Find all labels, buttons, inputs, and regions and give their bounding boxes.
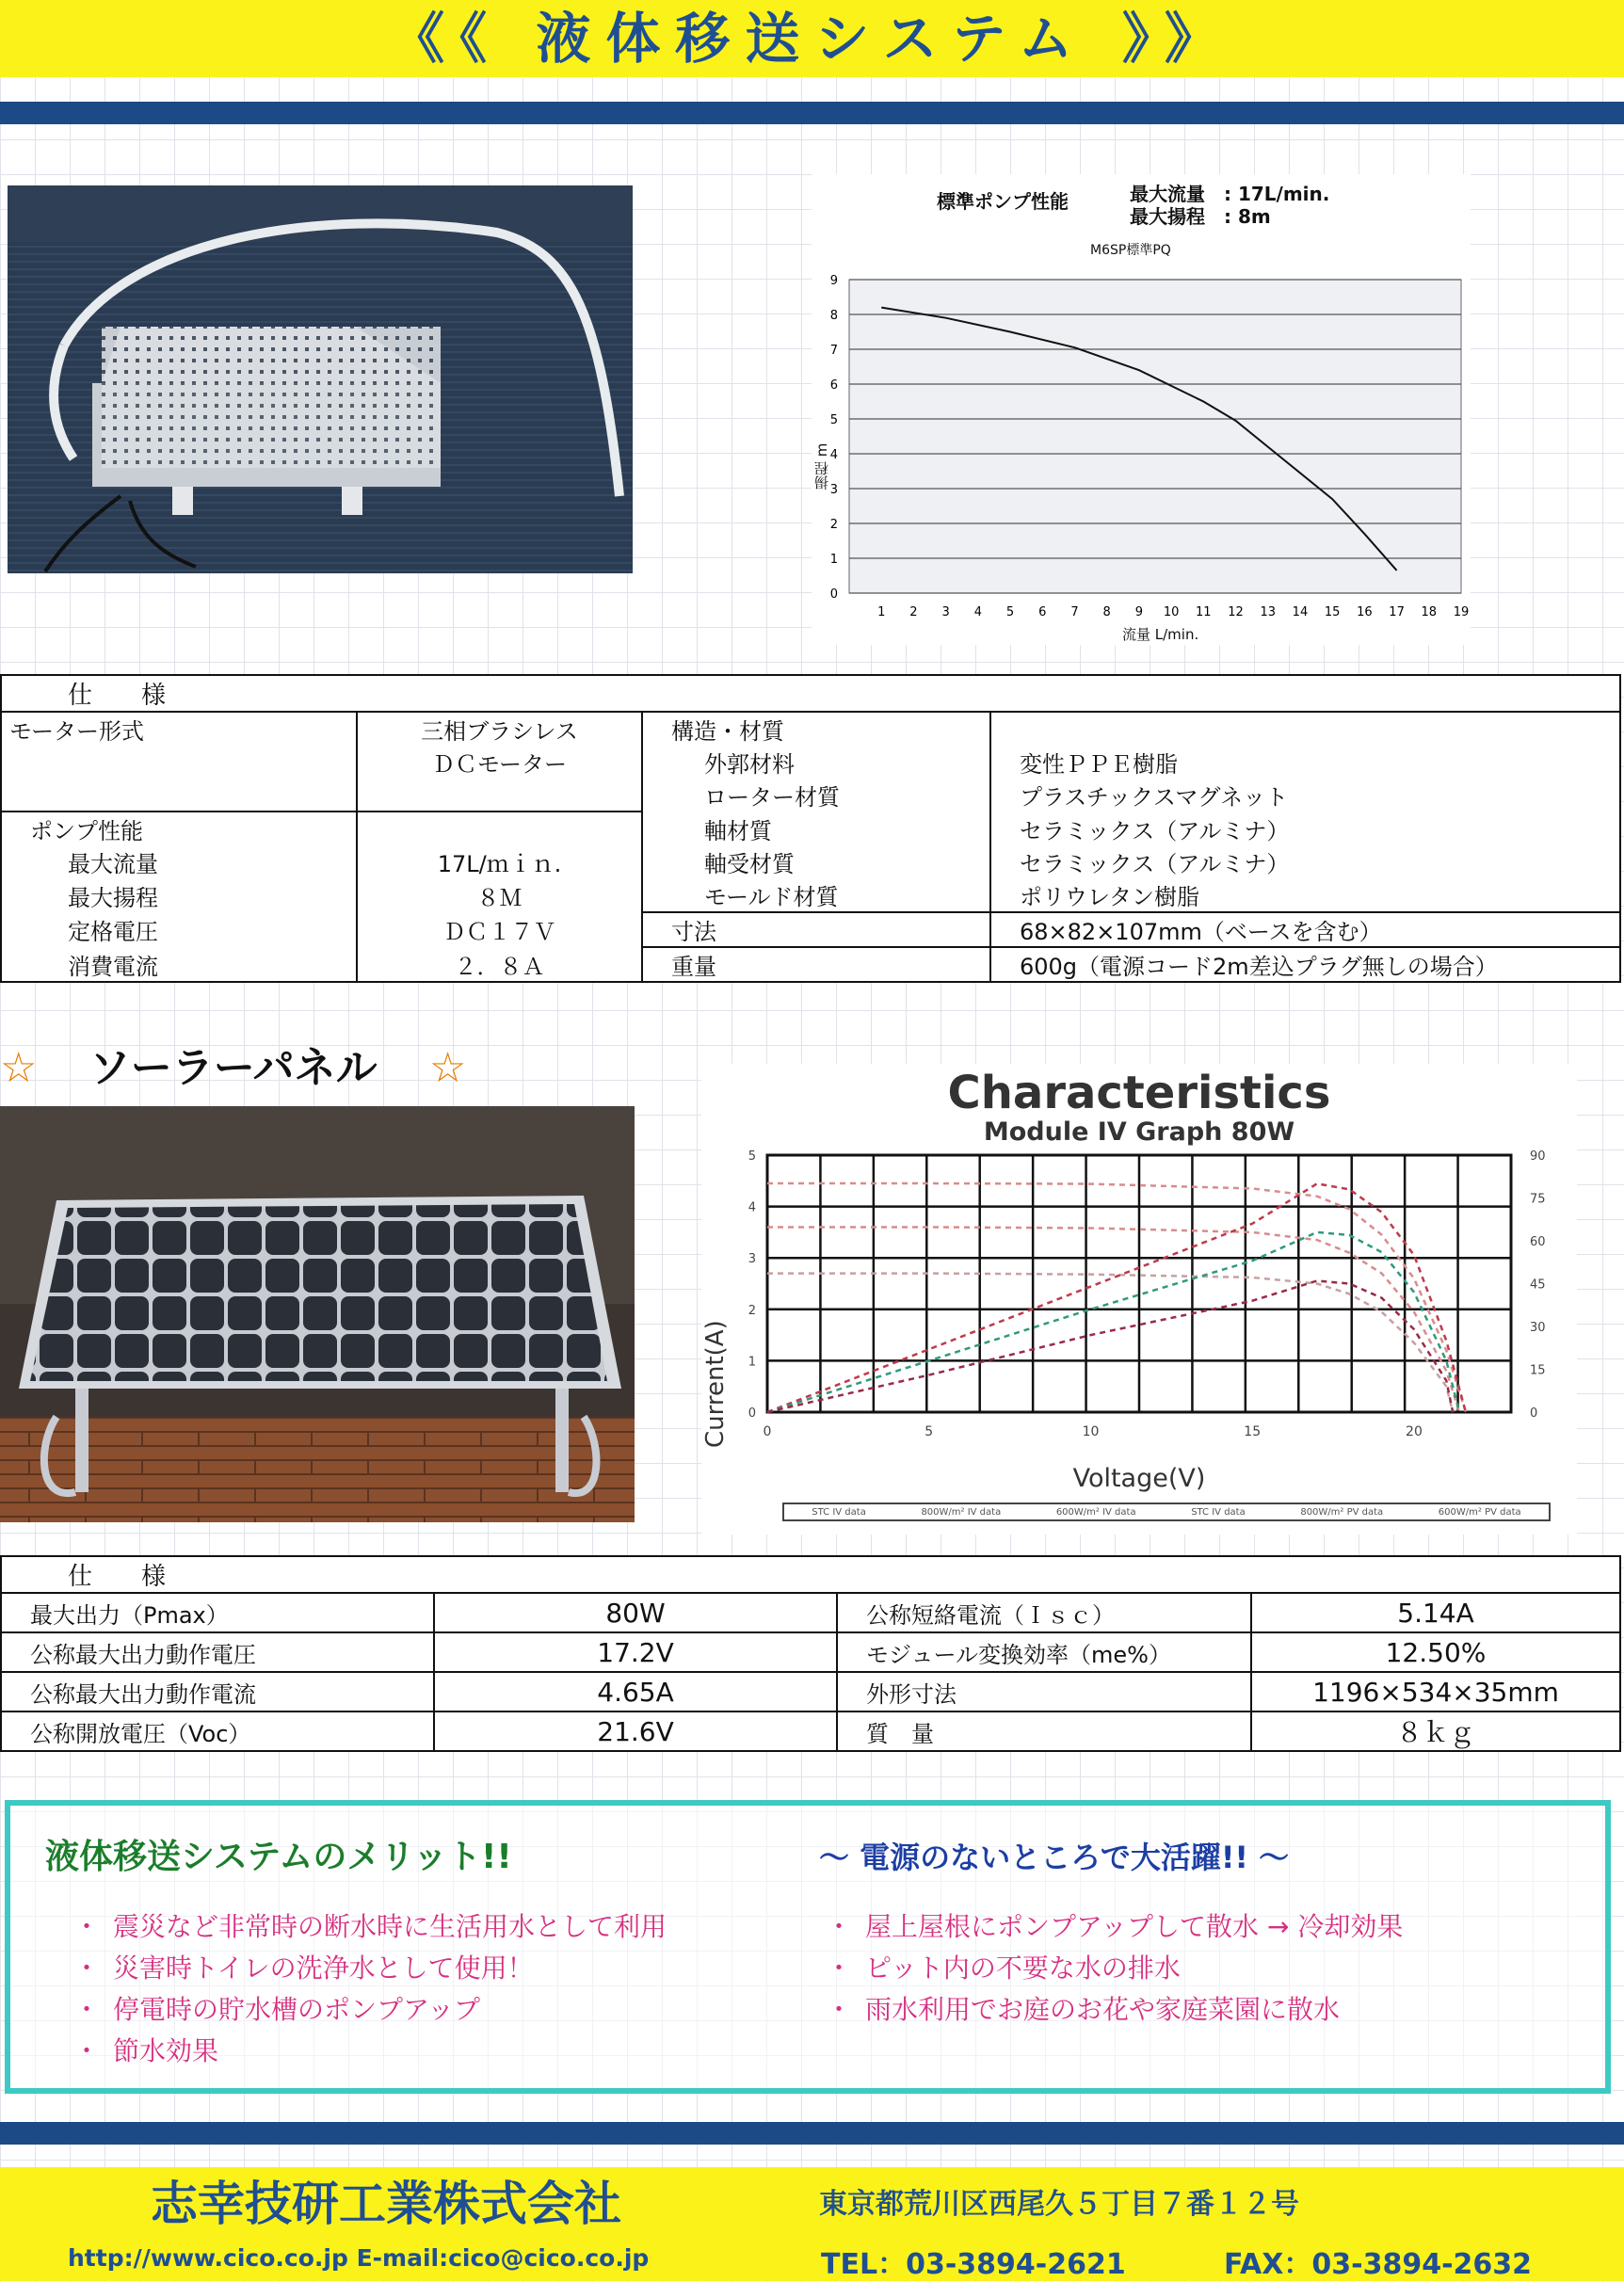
merit-item: ・ 震災など非常時の断水時に生活用水として利用 — [73, 1911, 667, 1942]
spec-cell: 80W — [434, 1593, 837, 1632]
pump-chart-subtitle: M6SP標準PQ — [1090, 243, 1171, 258]
x-tick-label: 17 — [1389, 605, 1405, 619]
legend-item: STC IV data — [1191, 1506, 1246, 1518]
x-tick-label: 3 — [941, 605, 950, 619]
x-tick-label: 1 — [877, 605, 886, 619]
y-tick-label: 3 — [748, 1252, 756, 1267]
solar-spec-table — [0, 1555, 1621, 1752]
merit-item: ・ 雨水利用でお庭のお花や家庭菜園に散水 — [826, 1994, 1341, 2025]
spec-cell: モーター形式 — [1, 712, 357, 746]
x-tick-label: 9 — [1134, 605, 1144, 619]
spec-cell — [357, 812, 642, 845]
x-tick-label: 20 — [1406, 1424, 1423, 1439]
legend-item: 600W/m² IV data — [1055, 1506, 1136, 1518]
spec-cell: 最大揚程 — [1, 878, 357, 912]
y-tick-label: 1 — [829, 553, 838, 567]
y-tick-label: 5 — [829, 413, 838, 427]
company-name: 志幸技研工業株式会社 — [151, 2177, 621, 2231]
y-tick-label: 1 — [748, 1355, 756, 1370]
spec-cell: ８Ｍ — [357, 878, 642, 912]
iv-chart-legend — [782, 1503, 1551, 1521]
star-icon: ☆ — [0, 1044, 38, 1092]
x-tick-label: 12 — [1228, 605, 1244, 619]
merit-item: ・ 節水効果 — [73, 2035, 219, 2066]
spec-cell: 重量 — [642, 947, 990, 982]
spec-cell: ポンプ性能 — [1, 812, 357, 845]
y-tick-label: 2 — [748, 1303, 756, 1318]
spec-cell: 最大流量 — [1, 845, 357, 878]
legend-item: STC IV data — [812, 1506, 866, 1518]
y-tick-label: 8 — [829, 309, 838, 323]
pump-chart-xlabel: 流量 L/min. — [1122, 626, 1199, 643]
y2-tick-label: 90 — [1530, 1149, 1546, 1164]
iv-chart-subtitle: Module IV Graph 80W — [983, 1117, 1295, 1147]
spec-cell: ８ｋｇ — [1251, 1712, 1620, 1751]
page-title: 《《 液体移送システム 》》 — [390, 7, 1234, 71]
y2-tick-label: 75 — [1530, 1192, 1546, 1207]
spec-cell: 三相ブラシレス — [357, 712, 642, 746]
x-tick-label: 13 — [1260, 605, 1277, 619]
spec-cell: ローター材質 — [642, 779, 990, 812]
x-tick-label: 4 — [973, 605, 982, 619]
solar-photo — [0, 1106, 635, 1522]
spec-cell: 68×82×107mm（ベースを含む） — [990, 912, 1620, 947]
spec-cell: 変性ＰＰＥ樹脂 — [990, 746, 1620, 779]
pump-image — [8, 185, 633, 573]
spec-cell: 1196×534×35mm — [1251, 1672, 1620, 1712]
spec-cell: 最大出力（Pmax） — [1, 1593, 434, 1632]
solar-heading-text: ソーラーパネル — [88, 1044, 378, 1092]
spec-cell: セラミックス（アルミナ） — [990, 845, 1620, 878]
x-tick-label: 8 — [1102, 605, 1111, 619]
company-address: 東京都荒川区西尾久５丁目７番１２号 — [819, 2188, 1299, 2221]
spec-cell: 外形寸法 — [837, 1672, 1251, 1712]
x-tick-label: 15 — [1324, 605, 1341, 619]
solar-spec-title: 仕 様 — [1, 1556, 1620, 1593]
spec-cell: 質 量 — [837, 1712, 1251, 1751]
merit-subtitle: ～ 電源のないところで大活躍!! ～ — [819, 1840, 1290, 1875]
merit-item: ・ ピット内の不要な水の排水 — [826, 1953, 1181, 1984]
spec-cell: 5.14A — [1251, 1593, 1620, 1632]
spec-cell: 寸法 — [642, 912, 990, 947]
spec-cell: プラスチックスマグネット — [990, 779, 1620, 812]
y-tick-label: 6 — [829, 378, 838, 393]
y-tick-label: 0 — [829, 587, 838, 602]
y-tick-label: 4 — [829, 448, 838, 462]
pump-chart-ylabel: 揚程 m — [813, 442, 830, 490]
merit-item: ・ 停電時の貯水槽のポンプアップ — [73, 1994, 481, 2025]
x-tick-label: 7 — [1070, 605, 1079, 619]
spec-cell: 構造・材質 — [642, 712, 990, 746]
spec-cell: ＤＣモーター — [357, 746, 642, 779]
x-tick-label: 16 — [1357, 605, 1373, 619]
x-tick-label: 10 — [1163, 605, 1180, 619]
x-tick-label: 5 — [1005, 605, 1015, 619]
iv-chart-ylabel: Current(A) — [701, 1320, 730, 1448]
iv-chart-title: Characteristics — [947, 1067, 1331, 1119]
pump-spec-table — [0, 674, 1621, 983]
spec-cell: 600g（電源コード2m差込プラグ無しの場合） — [990, 947, 1620, 982]
y2-tick-label: 45 — [1530, 1278, 1546, 1293]
phone-number: TEL：03-3894-2621 — [821, 2248, 1126, 2281]
web-email[interactable]: http://www.cico.co.jp E-mail:cico@cico.co.jp — [68, 2244, 650, 2272]
iv-chart-xlabel: Voltage(V) — [1072, 1464, 1206, 1493]
plot-area — [849, 280, 1461, 593]
iv-chart-panel — [701, 1064, 1577, 1535]
spec-cell: 21.6V — [434, 1712, 837, 1751]
spec-cell: 軸受材質 — [642, 845, 990, 878]
spec-cell: 公称短絡電流（Ｉｓｃ） — [837, 1593, 1251, 1632]
x-tick-label: 6 — [1038, 605, 1047, 619]
y-tick-label: 7 — [829, 344, 838, 358]
spec-cell: ２．８Ａ — [357, 947, 642, 982]
y-tick-label: 4 — [748, 1200, 756, 1215]
y-tick-label: 0 — [748, 1406, 756, 1421]
spec-cell: 消費電流 — [1, 947, 357, 982]
y2-tick-label: 30 — [1530, 1321, 1546, 1335]
y2-tick-label: 60 — [1530, 1235, 1546, 1249]
spec-cell — [990, 712, 1620, 746]
spec-cell — [1, 779, 357, 812]
pump-chart-spec-2: 最大揚程 : 8m — [1130, 205, 1271, 228]
y-tick-label: 3 — [829, 483, 838, 497]
solar-heading — [0, 1040, 471, 1097]
x-tick-label: 11 — [1196, 605, 1212, 619]
pump-chart-heading: 標準ポンプ性能 — [937, 190, 1069, 213]
legend-item: 600W/m² PV data — [1438, 1506, 1521, 1518]
spec-cell: モジュール変換効率（me%） — [837, 1632, 1251, 1672]
legend-item: 800W/m² IV data — [921, 1506, 1002, 1518]
y2-tick-label: 0 — [1530, 1406, 1538, 1421]
x-tick-label: 0 — [763, 1424, 772, 1439]
spec-cell: セラミックス（アルミナ） — [990, 812, 1620, 845]
x-tick-label: 15 — [1244, 1424, 1262, 1439]
pump-pq-chart — [812, 174, 1471, 645]
fax-number: FAX：03-3894-2632 — [1224, 2248, 1533, 2281]
x-tick-label: 10 — [1082, 1424, 1100, 1439]
x-tick-label: 14 — [1292, 605, 1309, 619]
solar-panel-image — [0, 1106, 635, 1522]
pump-chart-panel — [812, 174, 1471, 645]
footer-divider — [0, 2122, 1624, 2145]
spec-cell: 軸材質 — [642, 812, 990, 845]
merit-item: ・ 災害時トイレの洗浄水として使用！ — [73, 1953, 534, 1984]
spec-cell: 公称最大出力動作電圧 — [1, 1632, 434, 1672]
y-tick-label: 2 — [829, 518, 838, 532]
spec-cell: モールド材質 — [642, 878, 990, 912]
spec-cell: 4.65A — [434, 1672, 837, 1712]
x-tick-label: 19 — [1453, 605, 1470, 619]
spec-cell — [1, 746, 357, 779]
spec-cell: 公称開放電圧（Voc） — [1, 1712, 434, 1751]
star-icon: ☆ — [428, 1044, 467, 1092]
pump-spec-title: 仕 様 — [1, 675, 1620, 712]
y-tick-label: 9 — [829, 274, 838, 288]
merit-item: ・ 屋上屋根にポンプアップして散水 → 冷却効果 — [826, 1911, 1404, 1942]
header-divider — [0, 102, 1624, 124]
spec-cell: 外郭材料 — [642, 746, 990, 779]
x-tick-label: 5 — [925, 1424, 934, 1439]
spec-cell: 12.50% — [1251, 1632, 1620, 1672]
legend-item: 800W/m² PV data — [1300, 1506, 1384, 1518]
pump-photo — [8, 185, 633, 573]
spec-cell: ポリウレタン樹脂 — [990, 878, 1620, 912]
pump-chart-spec-1: 最大流量 : 17L/min. — [1130, 183, 1330, 205]
merit-title: 液体移送システムのメリット!! — [45, 1838, 512, 1876]
spec-cell — [357, 779, 642, 812]
spec-cell: 公称最大出力動作電流 — [1, 1672, 434, 1712]
x-tick-label: 2 — [909, 605, 918, 619]
y2-tick-label: 15 — [1530, 1363, 1546, 1378]
x-tick-label: 18 — [1421, 605, 1438, 619]
spec-cell: 17L/ｍｉｎ. — [357, 845, 642, 878]
y-tick-label: 5 — [748, 1149, 756, 1164]
spec-cell: 17.2V — [434, 1632, 837, 1672]
spec-cell: 定格電圧 — [1, 912, 357, 947]
spec-cell: ＤＣ１７Ｖ — [357, 912, 642, 947]
